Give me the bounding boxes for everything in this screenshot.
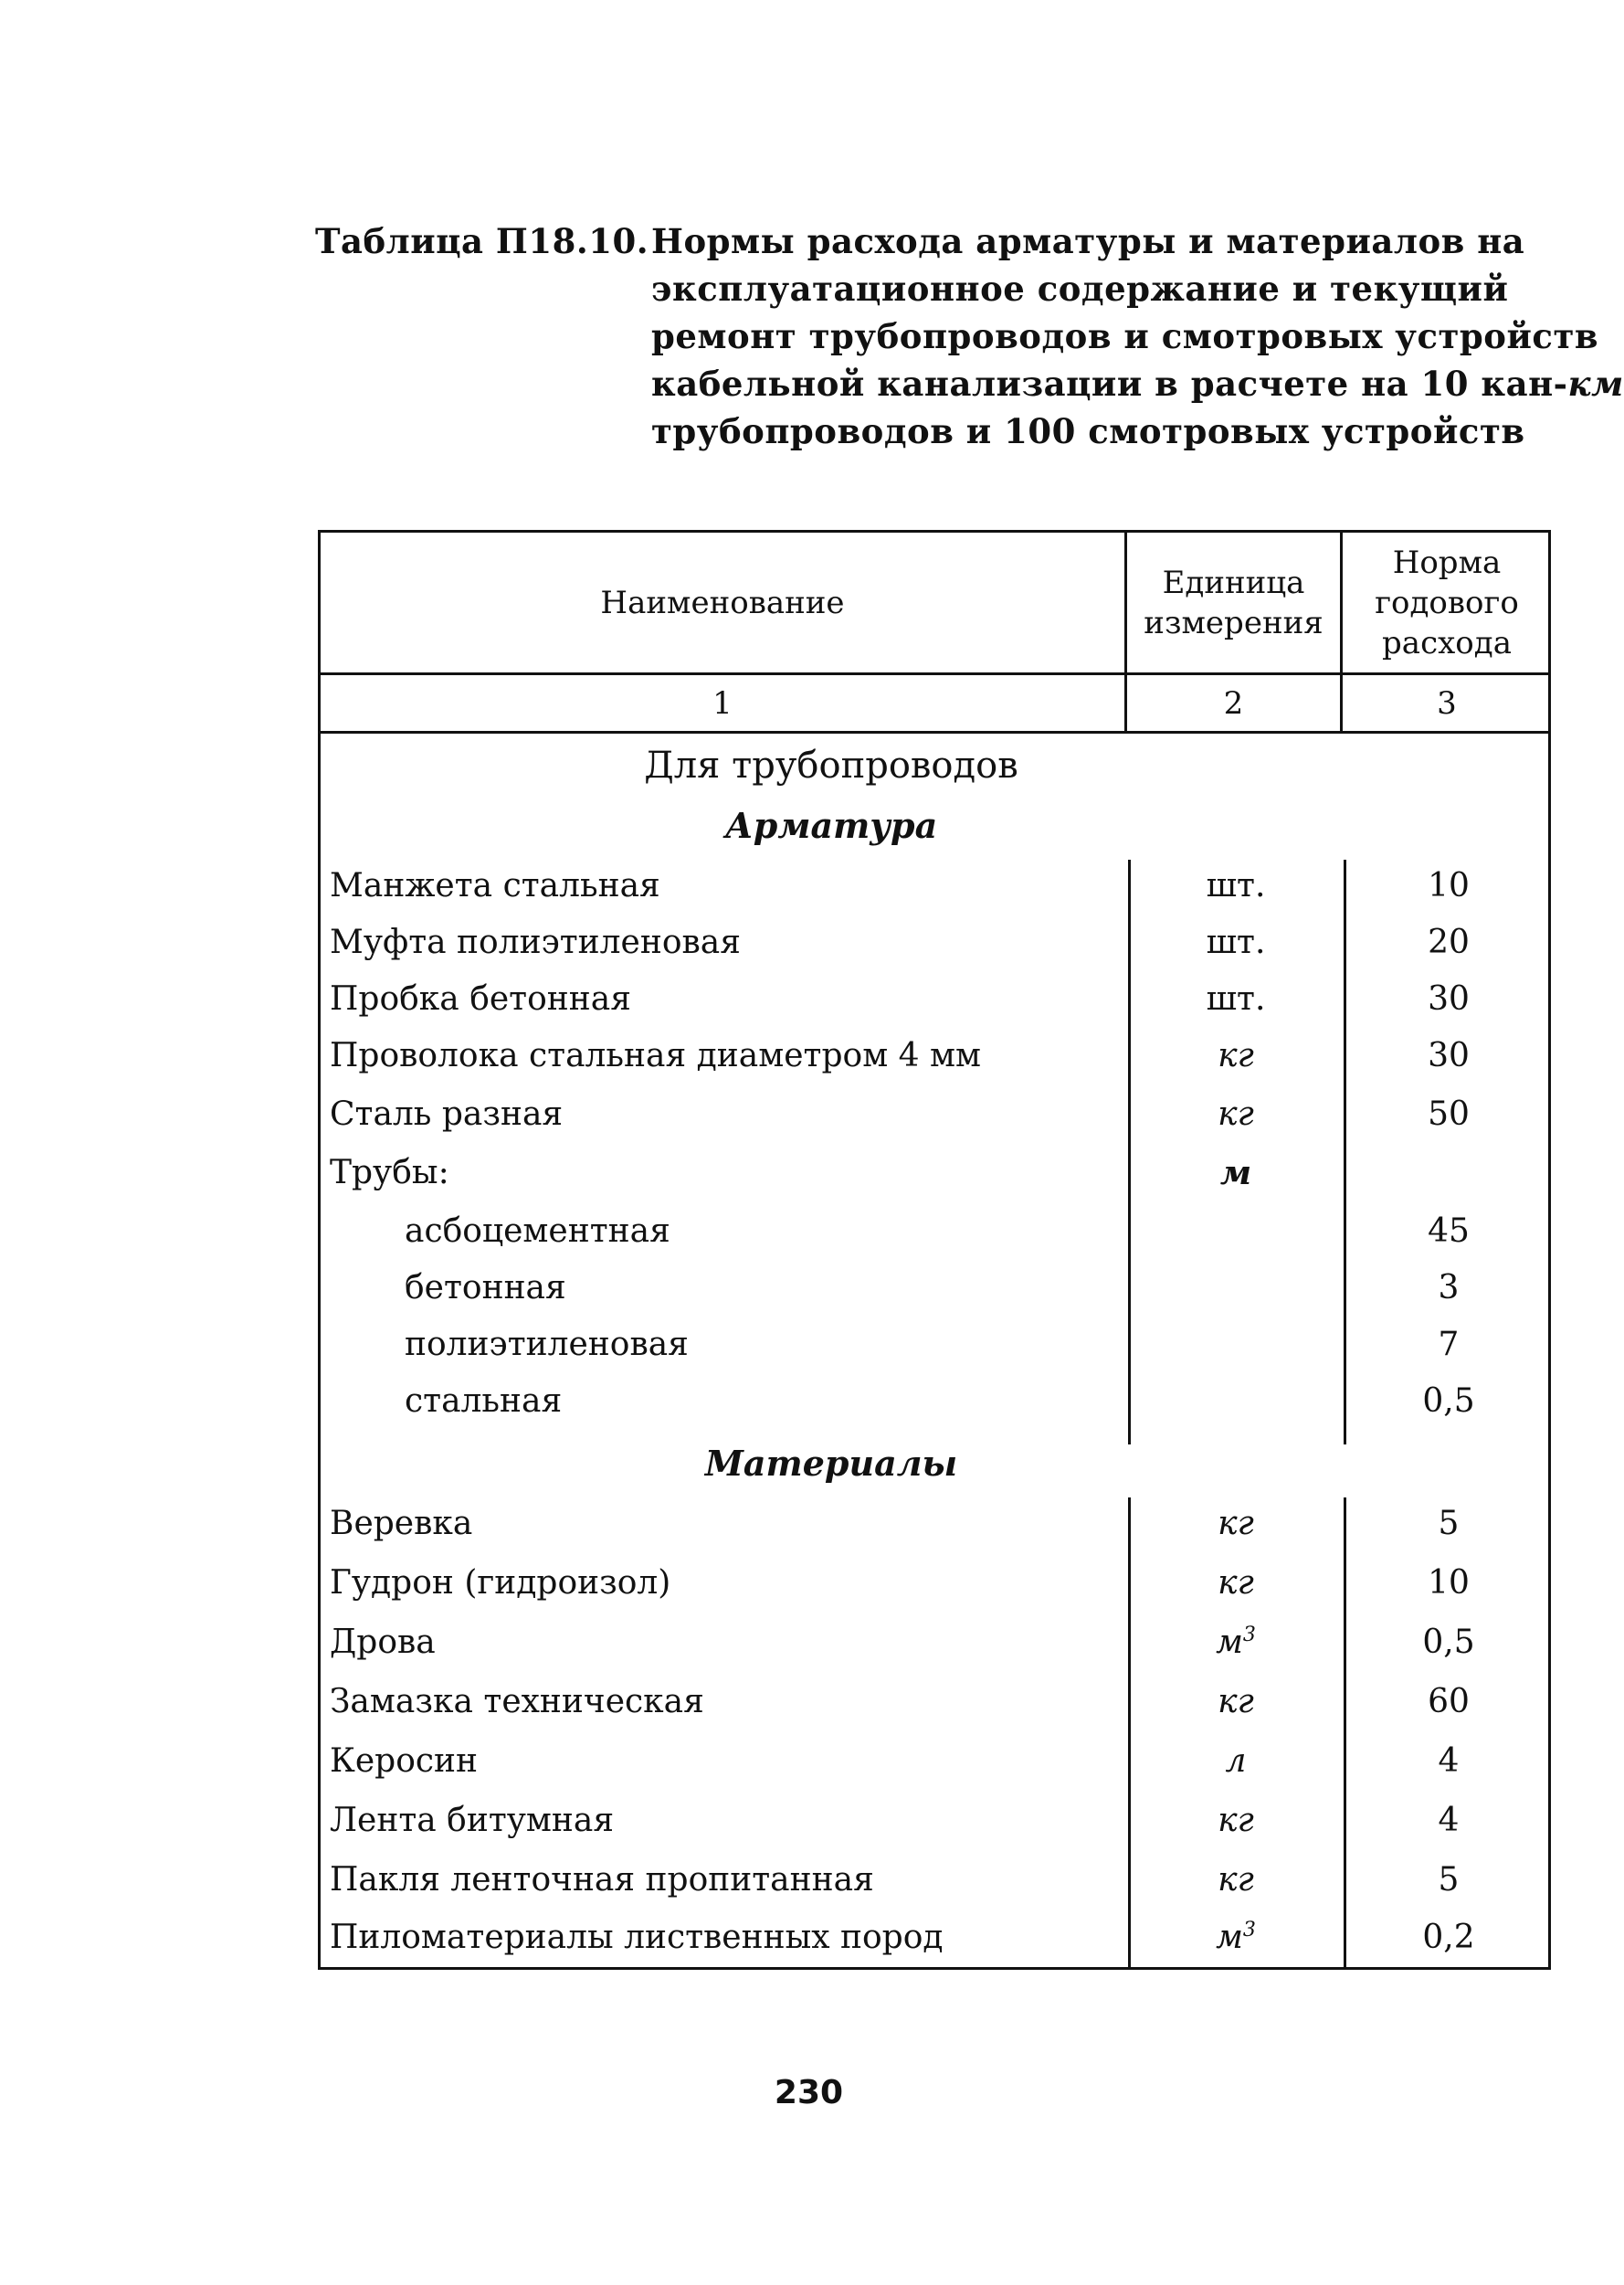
item-name: полиэтиленовая [405,1326,689,1363]
item-unit: $м^3$ [1216,1624,1256,1661]
item-unit: кг [1218,1564,1254,1602]
item-unit: шт. [1206,980,1266,1018]
norms-table [318,530,1551,1970]
section-title: Для трубопроводов [644,745,1018,787]
item-unit: кг [1218,1095,1254,1133]
table-row [321,1262,1548,1318]
table-caption-line: эксплуатационное содержание и текущий [651,269,1509,309]
item-name: Пакля ленточная пропитанная [330,1861,874,1899]
item-name: Муфта полиэтиленовая [330,924,741,961]
table-row [321,1088,1548,1145]
item-name: асбоцементная [405,1212,670,1250]
item-value: 5 [1438,1861,1460,1899]
item-name: Веревка [330,1505,473,1542]
numbers-divider [321,731,1548,734]
item-unit: м [1219,1154,1252,1192]
item-unit: кг [1218,1037,1254,1074]
table-row [321,1735,1548,1792]
item-unit: $м^3$ [1216,1919,1256,1956]
item-name: Проволока стальная диаметром 4 мм [330,1037,981,1074]
item-value: 50 [1428,1095,1470,1133]
item-value: 45 [1428,1212,1470,1250]
item-value: 10 [1428,1564,1470,1602]
item-unit: кг [1218,1861,1254,1899]
table-row [321,1375,1548,1432]
item-unit: кг [1218,1683,1254,1720]
table-row [321,916,1548,973]
table-caption-line: кабельной канализации в расчете на 10 кан-км [651,364,1624,404]
table-caption-line: трубопроводов и 100 смотровых устройств [651,411,1525,451]
group-title-armatura: Арматура [724,805,938,846]
item-value: 0,5 [1422,1382,1475,1420]
item-name: Гудрон (гидроизол) [330,1564,671,1602]
item-name: Манжета стальная [330,867,660,904]
item-value: 5 [1438,1505,1460,1542]
table-row [321,1794,1548,1851]
col-number: 2 [1223,684,1244,722]
item-value: 60 [1428,1683,1470,1720]
table-row [321,860,1548,916]
group-title-materialy: Материалы [704,1443,958,1484]
table-row [321,1911,1548,1968]
table-row [321,1676,1548,1732]
item-value: 4 [1438,1802,1460,1839]
item-value: 20 [1428,924,1470,961]
item-value: 10 [1428,867,1470,904]
item-value: 3 [1438,1269,1460,1306]
table-row [321,1205,1548,1262]
item-value: 30 [1428,1037,1470,1074]
table-row [321,1147,1548,1203]
item-value: 0,2 [1422,1919,1475,1956]
unit-superscript: 3 [1242,1919,1256,1941]
item-name: Трубы: [330,1154,449,1191]
item-unit: л [1225,1742,1247,1780]
page-number: 230 [774,2074,844,2111]
item-name: бетонная [405,1269,566,1306]
unit-superscript: 3 [1242,1624,1256,1646]
item-name: Пиломатериалы лиственных пород [330,1919,944,1956]
col-number: 3 [1437,684,1457,722]
table-row [321,1557,1548,1613]
header-name: Наименование [600,584,845,621]
table-row [321,1030,1548,1086]
table-row [321,973,1548,1030]
item-value: 30 [1428,980,1470,1018]
item-name: Сталь разная [330,1095,564,1133]
item-unit: шт. [1206,867,1266,904]
item-name: Пробка бетонная [330,980,631,1018]
item-value: 7 [1438,1326,1460,1363]
header-unit: Единица измерения [1144,564,1323,641]
table-row [321,1854,1548,1910]
item-name: Дрова [330,1624,436,1661]
table-caption-label: Таблица П18.10. [315,221,649,261]
item-unit: шт. [1206,924,1266,961]
item-unit: кг [1218,1802,1254,1839]
table-row [321,1497,1548,1554]
item-name: стальная [405,1382,563,1420]
item-name: Керосин [330,1742,479,1780]
item-name: Замазка техническая [330,1683,704,1720]
item-unit: кг [1218,1505,1254,1542]
table-caption-line: ремонт трубопроводов и смотровых устройств [651,316,1599,356]
table-row [321,1318,1548,1375]
item-value: 0,5 [1422,1624,1475,1661]
table-row [321,1616,1548,1673]
table-caption-line: Нормы расхода арматуры и материалов на [651,221,1525,261]
header-norm: Норма годового расхода [1375,544,1519,661]
item-value: 4 [1438,1742,1460,1780]
item-name: Лента битумная [330,1802,615,1839]
unit-km: км [1567,364,1624,404]
col-number: 1 [712,684,733,722]
